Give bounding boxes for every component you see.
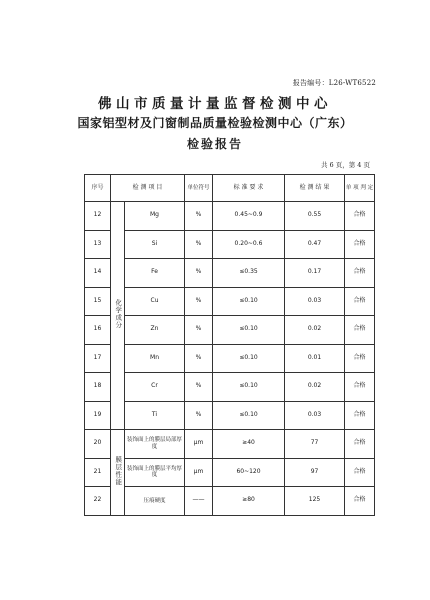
row-unit: —— — [185, 487, 213, 516]
table-row — [85, 487, 375, 516]
header-verdict: 单 项 判 定 — [345, 175, 375, 202]
row-item: Mg — [125, 202, 185, 231]
table-row — [85, 344, 375, 373]
row-verdict: 合格 — [345, 458, 375, 487]
report-number: 报告编号：L26-WT6522 — [292, 79, 376, 87]
row-no: 19 — [85, 401, 111, 430]
table-row — [85, 401, 375, 430]
row-item: Mn — [125, 344, 185, 373]
row-result: 97 — [285, 458, 345, 487]
table-row — [85, 287, 375, 316]
table-row — [85, 373, 375, 402]
row-item: 压痕硬度 — [125, 487, 185, 516]
table-row — [85, 230, 375, 259]
row-result: 0.17 — [285, 259, 345, 288]
row-item: Si — [125, 230, 185, 259]
row-verdict: 合格 — [345, 259, 375, 288]
row-no: 18 — [85, 373, 111, 402]
row-requirement: ≤0.10 — [213, 316, 285, 345]
table-header-row — [85, 175, 375, 202]
row-unit: μm — [185, 430, 213, 459]
row-verdict: 合格 — [345, 487, 375, 516]
header-result: 检 测 结 果 — [285, 175, 345, 202]
row-unit: % — [185, 230, 213, 259]
row-unit: % — [185, 259, 213, 288]
row-unit: % — [185, 287, 213, 316]
row-verdict: 合格 — [345, 230, 375, 259]
row-result: 0.01 — [285, 344, 345, 373]
row-result: 0.02 — [285, 316, 345, 345]
row-result: 0.02 — [285, 373, 345, 402]
row-requirement: ≤0.10 — [213, 401, 285, 430]
row-requirement: ≥40 — [213, 430, 285, 459]
row-verdict: 合格 — [345, 202, 375, 231]
row-requirement: ≤0.10 — [213, 344, 285, 373]
row-requirement: 0.20~0.6 — [213, 230, 285, 259]
group-chemical-composition: 化学成分 — [111, 202, 125, 430]
table-row — [85, 202, 375, 231]
table-row — [85, 458, 375, 487]
header-standard: 标 准 要 求 — [213, 175, 285, 202]
row-requirement: ≥80 — [213, 487, 285, 516]
row-item: Ti — [125, 401, 185, 430]
row-result: 0.03 — [285, 287, 345, 316]
row-no: 20 — [85, 430, 111, 459]
table-row — [85, 430, 375, 459]
header-seq: 序号 — [85, 175, 111, 202]
row-no: 15 — [85, 287, 111, 316]
row-unit: % — [185, 202, 213, 231]
row-requirement: 0.45~0.9 — [213, 202, 285, 231]
row-unit: % — [185, 316, 213, 345]
table-row — [85, 316, 375, 345]
row-result: 125 — [285, 487, 345, 516]
row-verdict: 合格 — [345, 287, 375, 316]
row-unit: % — [185, 344, 213, 373]
row-result: 0.47 — [285, 230, 345, 259]
inspection-table — [84, 174, 375, 516]
row-result: 0.55 — [285, 202, 345, 231]
row-result: 77 — [285, 430, 345, 459]
row-requirement: 60~120 — [213, 458, 285, 487]
row-item: 装饰面上的膜层平均厚度 — [125, 458, 185, 487]
row-verdict: 合格 — [345, 430, 375, 459]
row-item: Cu — [125, 287, 185, 316]
row-no: 13 — [85, 230, 111, 259]
org-title-line1: 佛山市质量计量监督检测中心 — [98, 96, 332, 112]
header-item: 检 测 项 目 — [111, 175, 185, 202]
row-item: Fe — [125, 259, 185, 288]
row-no: 22 — [85, 487, 111, 516]
row-requirement: ≤0.10 — [213, 373, 285, 402]
row-no: 21 — [85, 458, 111, 487]
row-no: 17 — [85, 344, 111, 373]
document-title: 检验报告 — [186, 137, 243, 151]
row-verdict: 合格 — [345, 373, 375, 402]
row-no: 16 — [85, 316, 111, 345]
row-verdict: 合格 — [345, 344, 375, 373]
group-film-performance: 膜层性能 — [111, 430, 125, 516]
row-no: 14 — [85, 259, 111, 288]
row-no: 12 — [85, 202, 111, 231]
row-unit: % — [185, 373, 213, 402]
page-info: 共 6 页，第 4 页 — [320, 161, 370, 169]
row-verdict: 合格 — [345, 316, 375, 345]
row-requirement: ≤0.35 — [213, 259, 285, 288]
row-item: 装饰面上的膜层局部厚度 — [125, 430, 185, 459]
row-requirement: ≤0.10 — [213, 287, 285, 316]
row-result: 0.03 — [285, 401, 345, 430]
header-unit: 单位符号 — [185, 175, 213, 202]
table-row — [85, 259, 375, 288]
row-item: Cr — [125, 373, 185, 402]
org-title-line2: 国家铝型材及门窗制品质量检验检测中心（广东） — [77, 116, 353, 130]
row-verdict: 合格 — [345, 401, 375, 430]
row-unit: % — [185, 401, 213, 430]
row-item: Zn — [125, 316, 185, 345]
row-unit: μm — [185, 458, 213, 487]
